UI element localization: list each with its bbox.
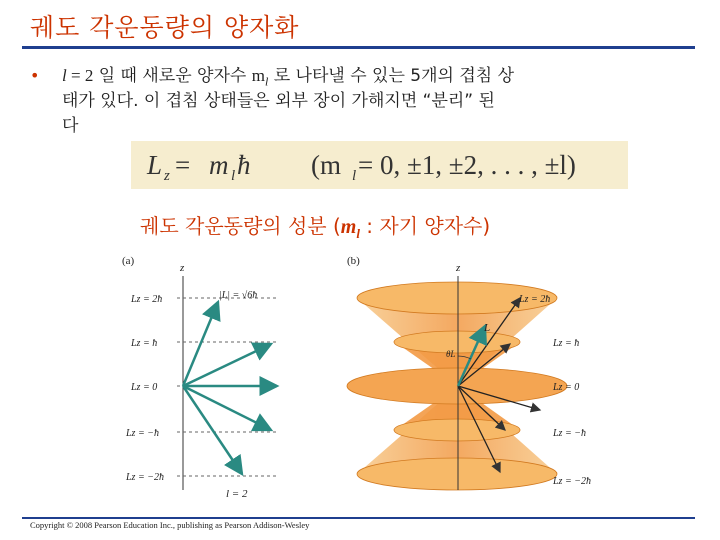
panel-b-level-label-1: Lz = ħ [553, 338, 580, 349]
caption-ml: m [340, 216, 357, 238]
formula-lhs-sub: z [164, 168, 170, 184]
ml-subscript: l [264, 74, 269, 89]
bullet-mark: • [30, 66, 40, 85]
formula-cond: (m [311, 150, 341, 180]
l-symbol: l [62, 66, 67, 85]
formula-cond-sub: l [352, 168, 357, 184]
panel-b-disc-0 [347, 368, 567, 404]
panel-a-vector-m2 [183, 386, 242, 474]
panel-b-disc-1 [394, 331, 520, 353]
panel-b-theta-label: θL [446, 349, 456, 359]
panel-b-level-label-m2: Lz = −2ħ [553, 476, 591, 487]
bullet-line-2: 태가 있다. 이 겹침 상태들은 외부 장이 가해지면 “분리” 된 [62, 91, 495, 111]
slide-title: 궤도 각운동량의 양자화 [30, 13, 300, 42]
panel-a-level-label-m2: Lz = −2ħ [126, 472, 164, 483]
l-equals: = 2 [66, 66, 94, 85]
panel-b-disc-m1 [394, 419, 520, 441]
bullet-text-1: 일 때 새로운 양자수 [93, 66, 252, 86]
formula-rhs-sub: l [231, 168, 236, 184]
copyright-notice: Copyright © 2008 Pearson Education Inc., publishing as Pearson Addison-Wesley [30, 520, 310, 530]
formula-eq: = [175, 150, 191, 180]
panel-a-magnitude: |L| = √6ħ [219, 290, 258, 301]
panel-a-label: (a) [122, 255, 135, 267]
bullet-text-1b: 로 나타낼 수 있는 5개의 겹침 상 [268, 66, 515, 86]
panel-a-level-label-2: Lz = 2ħ [131, 294, 163, 305]
panel-a-footer: l = 2 [226, 488, 248, 500]
caption-rest: : 자기 양자수) [359, 214, 491, 238]
panel-b-level-label-m1: Lz = −ħ [553, 428, 586, 439]
panel-a-axis-label: z [180, 262, 185, 274]
panel-b-vector-label: L [484, 322, 491, 334]
formula-hbar: ħ [237, 150, 251, 180]
formula-rhs: m [209, 150, 229, 180]
panel-a-vector-2 [183, 302, 218, 386]
panel-a-vector-1 [183, 344, 271, 386]
formula-lhs: L [147, 150, 163, 180]
caption-text: 궤도 각운동량의 성분 ( [140, 214, 341, 238]
panel-a-level-label-m1: Lz = −ħ [126, 428, 159, 439]
panel-b-label: (b) [347, 255, 360, 267]
ml-symbol: m [251, 66, 265, 85]
panel-b-level-label-2: Lz = 2ħ [519, 294, 551, 305]
caption-ml-sub: l [356, 226, 360, 241]
formula-cond-rest: = 0, ±1, ±2, . . . , ±l) [358, 150, 576, 180]
panel-b-axis-label: z [456, 262, 461, 274]
panel-a-vector-m1 [183, 386, 271, 430]
panel-b-disc-m2 [357, 458, 557, 490]
panel-b-level-label-0: Lz = 0 [553, 382, 580, 393]
panel-a-level-label-0: Lz = 0 [131, 382, 158, 393]
panel-a-level-label-1: Lz = ħ [131, 338, 158, 349]
footer-rule [22, 517, 695, 519]
bullet-line-3: 다 [62, 116, 79, 136]
